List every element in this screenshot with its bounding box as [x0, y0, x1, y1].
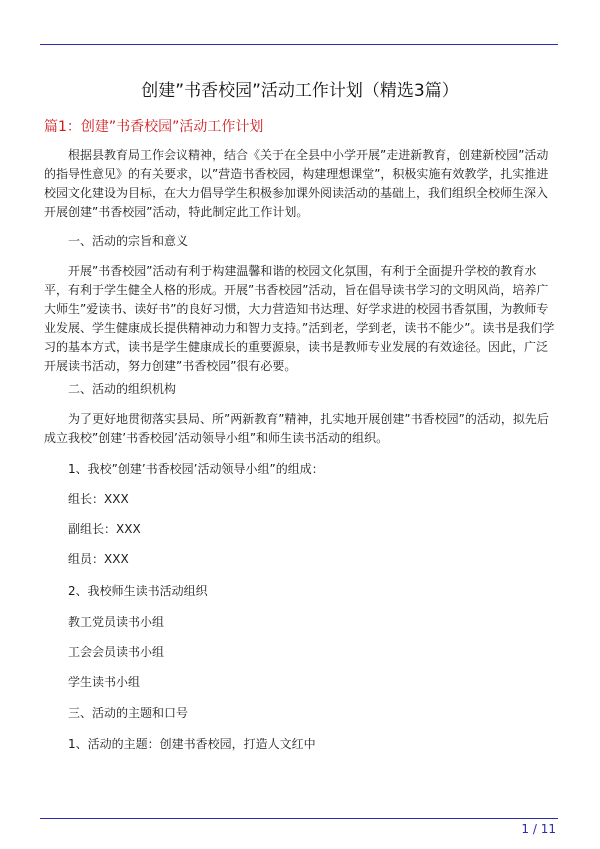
list-item: 组员：XXX: [44, 552, 129, 566]
header-rule: [40, 44, 558, 45]
list-item: 1、活动的主题：创建书香校园，打造人文红中: [44, 737, 316, 751]
heading-purpose: 一、活动的宗旨和意义: [44, 234, 189, 248]
list-item: 组长：XXX: [44, 492, 129, 506]
list-item: 2、我校师生读书活动组织: [44, 584, 208, 598]
list-item: 工会会员读书小组: [44, 645, 165, 659]
list-item: 教工党员读书小组: [44, 615, 165, 629]
page-number: 1 / 11: [521, 822, 556, 836]
paragraph-intro: 根据县教育局工作会议精神，结合《关于在全县中小学开展”走进新教育，创建新校园”活动的指导性意见》的有关要求，以”营造书香校园，构建理想课堂”，积极实施有效教学，扎实推进校园文化建设为目标，在大力倡导学生积极参加课外阅读活动的基础上，我们组织全校师生深入开展创建”书香校园”活动，特此制定此工作计划。: [44, 148, 549, 219]
list-item: 学生读书小组: [44, 675, 141, 689]
section-title: 篇1：创建”书香校园”活动工作计划: [44, 119, 264, 135]
list-item: 1、我校”创建’书香校园’活动领导小组”的组成：: [44, 462, 324, 476]
heading-organization: 二、活动的组织机构: [44, 382, 177, 396]
document-title: 创建”书香校园”活动工作计划（精选3篇）: [141, 81, 459, 101]
heading-theme: 三、活动的主题和口号: [44, 706, 189, 720]
paragraph-purpose: 开展”书香校园”活动有利于构建温馨和谐的校园文化氛围，有利于全面提升学校的教育水平，有利于学生健全人格的形成。开展”书香校园”活动，旨在倡导读书学习的文明风尚，培养广大师生”爱读书、读好书”的良好习惯，大力营造知书达理、好学求进的校园书香氛围，为教师专业发展、学生健康成长提供精神动力和智力支持。”活到老，学到老，读书不能少”。读书是我们学习的基本方式，读书是学生健康成长的重要源泉，读书是教师专业发展的有效途径。因此，广泛开展读书活动，努力创建”书香校园”很有必要。: [44, 264, 555, 373]
footer-rule: [40, 818, 558, 819]
list-item: 副组长：XXX: [44, 522, 141, 536]
paragraph-organization: 为了更好地贯彻落实县局、所”两新教育”精神，扎实地开展创建”书香校园”的活动，拟先后成立我校”创建’书香校园’活动领导小组”和师生读书活动的组织。: [44, 412, 549, 445]
